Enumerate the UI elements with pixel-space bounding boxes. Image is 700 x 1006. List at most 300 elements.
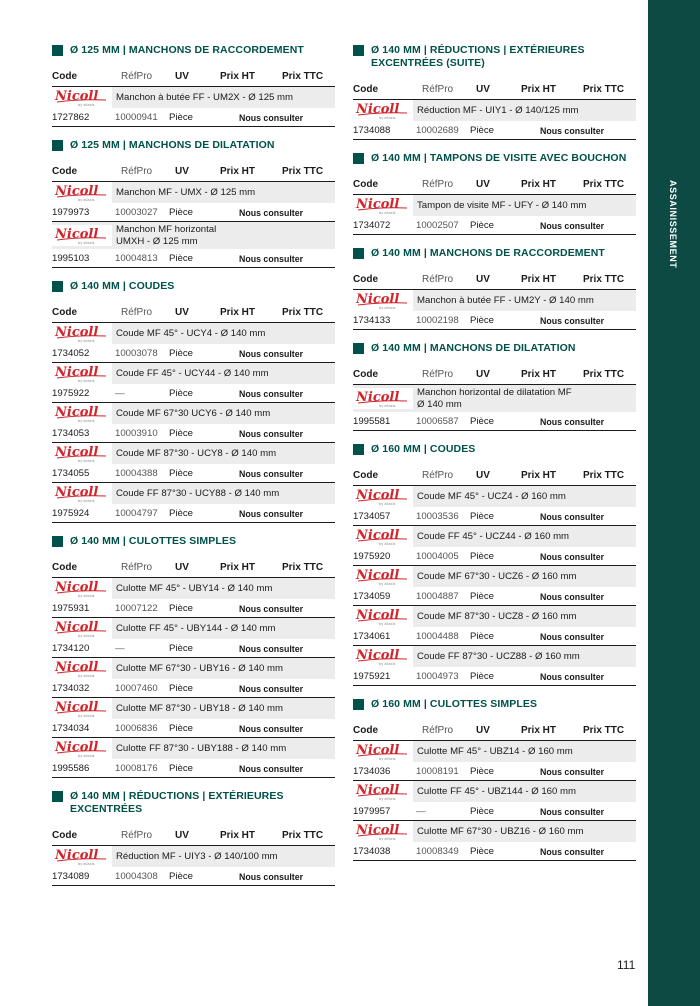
left-column xyxy=(52,44,335,898)
header-price-ht: Prix HT xyxy=(220,830,256,841)
product-ref: 10007460 xyxy=(115,683,158,694)
product-row xyxy=(353,821,636,842)
brand-logo xyxy=(353,606,413,627)
nicoll-logo-icon xyxy=(355,567,409,586)
product-uv: Pièce xyxy=(470,551,494,562)
product-data-row xyxy=(52,424,335,442)
nicoll-logo-subtext: by aliaxis xyxy=(379,622,396,626)
header-uv: UV xyxy=(476,470,490,481)
product-ref: — xyxy=(115,388,125,399)
nicoll-logo-text: Nicoll xyxy=(55,660,99,675)
product-uv: Pièce xyxy=(169,253,193,264)
product-data-row xyxy=(353,412,636,430)
product-price: Nous consulter xyxy=(239,349,304,359)
header-price-ttc: Prix TTC xyxy=(282,562,324,573)
nicoll-logo-icon xyxy=(355,742,409,761)
product-uv: Pièce xyxy=(169,763,193,774)
product-uv: Pièce xyxy=(169,508,193,519)
header-uv: UV xyxy=(175,830,189,841)
nicoll-logo-subtext: by aliaxis xyxy=(379,116,396,120)
section-title: Ø 140 MM | COUDES xyxy=(52,280,335,293)
product-row xyxy=(52,87,335,108)
section xyxy=(52,535,335,778)
product-data-row xyxy=(353,627,636,645)
nicoll-logo-text: Nicoll xyxy=(55,740,99,755)
product-code: 1734072 xyxy=(353,220,391,231)
product-name: Coude MF 67°30 - UCZ6 - Ø 160 mm xyxy=(417,570,577,582)
product-uv: Pièce xyxy=(470,671,494,682)
product-data-row xyxy=(52,639,335,657)
header-code: Code xyxy=(353,725,378,736)
product-code: 1734133 xyxy=(353,315,391,326)
product-row xyxy=(52,323,335,344)
nicoll-logo-text: Nicoll xyxy=(356,292,400,307)
product-row xyxy=(52,403,335,424)
section-title: Ø 140 MM | RÉDUCTIONS | EXTÉRIEURES EXCENTRÉES (SUITE) xyxy=(353,44,636,70)
product-uv: Pièce xyxy=(470,511,494,522)
nicoll-logo-subtext: by aliaxis xyxy=(78,634,95,638)
nicoll-logo-subtext: by aliaxis xyxy=(78,339,95,343)
product-item xyxy=(353,566,636,606)
nicoll-logo-subtext: by aliaxis xyxy=(78,862,95,866)
header-price-ht: Prix HT xyxy=(220,562,256,573)
section-square-icon xyxy=(353,45,364,56)
product-item xyxy=(353,781,636,821)
product-item xyxy=(52,698,335,738)
header-price-ttc: Prix TTC xyxy=(583,179,625,190)
product-name: Culotte FF 45° - UBZ144 - Ø 160 mm xyxy=(417,785,576,797)
product-data-row xyxy=(52,719,335,737)
section xyxy=(353,44,636,140)
nicoll-logo-subtext: by aliaxis xyxy=(78,594,95,598)
table-header xyxy=(353,268,636,290)
product-data-row xyxy=(353,311,636,329)
product-ref: 10000941 xyxy=(115,112,158,123)
product-code: 1979973 xyxy=(52,207,90,218)
nicoll-logo-icon xyxy=(54,88,108,107)
product-data-row xyxy=(353,667,636,685)
header-price-ttc: Prix TTC xyxy=(583,274,625,285)
product-name: Réduction MF - UIY1 - Ø 140/125 mm xyxy=(417,104,579,116)
product-item xyxy=(353,385,636,431)
product-uv: Pièce xyxy=(169,468,193,479)
header-uv: UV xyxy=(175,307,189,318)
nicoll-logo-subtext: by aliaxis xyxy=(78,674,95,678)
product-price: Nous consulter xyxy=(239,509,304,519)
product-ref: 10004797 xyxy=(115,508,158,519)
header-ref: RéfPro xyxy=(121,830,153,841)
header-ref: RéfPro xyxy=(422,369,454,380)
brand-logo xyxy=(52,225,112,246)
product-item xyxy=(353,606,636,646)
section-title: Ø 125 MM | MANCHONS DE DILATATION xyxy=(52,139,335,152)
section-square-icon xyxy=(353,343,364,354)
brand-logo xyxy=(353,290,413,311)
product-code: 1734059 xyxy=(353,591,391,602)
brand-logo xyxy=(353,566,413,587)
product-row xyxy=(52,846,335,867)
header-uv: UV xyxy=(476,274,490,285)
nicoll-logo-icon xyxy=(355,527,409,546)
product-code: 1734120 xyxy=(52,643,90,654)
product-ref: 10004973 xyxy=(416,671,459,682)
product-price: Nous consulter xyxy=(540,221,605,231)
product-code: 1734057 xyxy=(353,511,391,522)
product-code: 1734053 xyxy=(52,428,90,439)
brand-logo xyxy=(52,182,112,203)
product-ref: 10006587 xyxy=(416,416,459,427)
product-item xyxy=(353,821,636,861)
product-row xyxy=(353,290,636,311)
nicoll-logo-text: Nicoll xyxy=(55,848,99,863)
nicoll-logo-text: Nicoll xyxy=(55,184,99,199)
product-row xyxy=(353,486,636,507)
header-uv: UV xyxy=(175,562,189,573)
product-data-row xyxy=(52,867,335,885)
product-price: Nous consulter xyxy=(239,872,304,882)
nicoll-logo-subtext: by aliaxis xyxy=(379,404,396,408)
product-ref: 10006836 xyxy=(115,723,158,734)
product-row xyxy=(353,526,636,547)
product-price: Nous consulter xyxy=(239,254,304,264)
product-name: Coude FF 87°30 - UCY88 - Ø 140 mm xyxy=(116,487,280,499)
table-header xyxy=(353,464,636,486)
product-name: Culotte MF 87°30 - UBY18 - Ø 140 mm xyxy=(116,702,283,714)
header-price-ttc: Prix TTC xyxy=(282,166,324,177)
nicoll-logo-text: Nicoll xyxy=(356,823,400,838)
product-data-row xyxy=(52,203,335,221)
product-uv: Pièce xyxy=(169,388,193,399)
section xyxy=(353,342,636,431)
section xyxy=(353,247,636,330)
nicoll-logo-text: Nicoll xyxy=(356,390,400,405)
nicoll-logo-icon xyxy=(355,822,409,841)
product-name: Manchon MF - UMX - Ø 125 mm xyxy=(116,186,256,198)
header-ref: RéfPro xyxy=(121,307,153,318)
nicoll-logo-text: Nicoll xyxy=(55,325,99,340)
product-price: Nous consulter xyxy=(540,592,605,602)
product-price: Nous consulter xyxy=(540,512,605,522)
nicoll-logo-icon xyxy=(54,739,108,758)
product-data-row xyxy=(353,587,636,605)
product-name: Culotte MF 45° - UBY14 - Ø 140 mm xyxy=(116,582,273,594)
product-name: Coude FF 87°30 - UCZ88 - Ø 160 mm xyxy=(417,650,580,662)
nicoll-logo-icon xyxy=(54,659,108,678)
product-code: 1734088 xyxy=(353,125,391,136)
brand-logo xyxy=(52,846,112,867)
product-row xyxy=(353,741,636,762)
section-title: Ø 140 MM | MANCHONS DE DILATATION xyxy=(353,342,636,355)
table-header xyxy=(353,78,636,100)
product-name: Culotte FF 45° - UBY144 - Ø 140 mm xyxy=(116,622,276,634)
header-code: Code xyxy=(52,166,77,177)
section-square-icon xyxy=(52,536,63,547)
section-square-icon xyxy=(353,248,364,259)
header-ref: RéfPro xyxy=(422,84,454,95)
brand-logo xyxy=(52,698,112,719)
header-price-ttc: Prix TTC xyxy=(583,369,625,380)
nicoll-logo-subtext: by aliaxis xyxy=(379,757,396,761)
product-price: Nous consulter xyxy=(540,807,605,817)
product-price: Nous consulter xyxy=(239,644,304,654)
header-code: Code xyxy=(353,84,378,95)
product-name: Coude MF 45° - UCZ4 - Ø 160 mm xyxy=(417,490,566,502)
header-uv: UV xyxy=(175,166,189,177)
nicoll-logo-icon xyxy=(355,101,409,120)
nicoll-logo-subtext: by aliaxis xyxy=(379,797,396,801)
product-price: Nous consulter xyxy=(540,417,605,427)
nicoll-logo-icon xyxy=(355,607,409,626)
product-row xyxy=(353,646,636,667)
nicoll-logo-text: Nicoll xyxy=(356,743,400,758)
brand-logo xyxy=(52,618,112,639)
product-name: Tampon de visite MF - UFY - Ø 140 mm xyxy=(417,199,587,211)
product-ref: 10003536 xyxy=(416,511,459,522)
header-price-ht: Prix HT xyxy=(521,725,557,736)
product-code: 1995586 xyxy=(52,763,90,774)
nicoll-logo-icon xyxy=(54,619,108,638)
product-data-row xyxy=(52,599,335,617)
nicoll-logo-subtext: by aliaxis xyxy=(78,241,95,245)
product-name: Coude MF 87°30 - UCZ8 - Ø 160 mm xyxy=(417,610,577,622)
product-item xyxy=(353,741,636,781)
product-name: Manchon horizontal de dilatation MF Ø 140 mm xyxy=(417,387,572,410)
header-code: Code xyxy=(52,830,77,841)
product-ref: — xyxy=(115,643,125,654)
header-code: Code xyxy=(353,470,378,481)
product-item xyxy=(52,403,335,443)
nicoll-logo-icon xyxy=(54,364,108,383)
header-price-ht: Prix HT xyxy=(521,274,557,285)
product-ref: 10008349 xyxy=(416,846,459,857)
nicoll-logo-subtext: by aliaxis xyxy=(379,542,396,546)
product-item xyxy=(52,363,335,403)
product-uv: Pièce xyxy=(470,591,494,602)
nicoll-logo-icon xyxy=(54,579,108,598)
header-price-ttc: Prix TTC xyxy=(583,470,625,481)
product-data-row xyxy=(353,507,636,525)
nicoll-logo-icon xyxy=(355,196,409,215)
header-code: Code xyxy=(353,369,378,380)
nicoll-logo-text: Nicoll xyxy=(55,485,99,500)
section-square-icon xyxy=(353,699,364,710)
product-ref: — xyxy=(416,806,426,817)
table-header xyxy=(52,65,335,87)
product-price: Nous consulter xyxy=(540,847,605,857)
brand-logo xyxy=(52,443,112,464)
section-square-icon xyxy=(52,791,63,802)
header-ref: RéfPro xyxy=(422,470,454,481)
header-code: Code xyxy=(52,71,77,82)
brand-logo xyxy=(52,738,112,759)
brand-logo xyxy=(52,363,112,384)
product-row xyxy=(52,363,335,384)
product-row xyxy=(52,182,335,203)
nicoll-logo-text: Nicoll xyxy=(356,488,400,503)
product-price: Nous consulter xyxy=(540,672,605,682)
product-row xyxy=(52,483,335,504)
product-name: Coude FF 45° - UCY44 - Ø 140 mm xyxy=(116,367,269,379)
product-code: 1995581 xyxy=(353,416,391,427)
section xyxy=(353,698,636,861)
header-ref: RéfPro xyxy=(422,274,454,285)
product-price: Nous consulter xyxy=(540,552,605,562)
product-uv: Pièce xyxy=(470,416,494,427)
table-header xyxy=(52,301,335,323)
brand-logo xyxy=(52,578,112,599)
nicoll-logo-icon xyxy=(355,389,409,408)
nicoll-logo-icon xyxy=(355,782,409,801)
product-price: Nous consulter xyxy=(540,316,605,326)
product-price: Nous consulter xyxy=(239,604,304,614)
header-uv: UV xyxy=(476,369,490,380)
nicoll-logo-text: Nicoll xyxy=(55,365,99,380)
product-item xyxy=(52,618,335,658)
nicoll-logo-text: Nicoll xyxy=(55,227,99,242)
product-uv: Pièce xyxy=(470,631,494,642)
product-code: 1734061 xyxy=(353,631,391,642)
product-ref: 10002507 xyxy=(416,220,459,231)
product-item xyxy=(52,738,335,778)
product-uv: Pièce xyxy=(169,207,193,218)
product-row xyxy=(52,222,335,249)
product-name: Coude FF 45° - UCZ44 - Ø 160 mm xyxy=(417,530,570,542)
header-code: Code xyxy=(353,274,378,285)
nicoll-logo-text: Nicoll xyxy=(356,197,400,212)
brand-logo xyxy=(353,741,413,762)
nicoll-logo-subtext: by aliaxis xyxy=(78,459,95,463)
product-price: Nous consulter xyxy=(239,429,304,439)
section-title: Ø 140 MM | CULOTTES SIMPLES xyxy=(52,535,335,548)
right-column xyxy=(353,44,636,873)
header-price-ttc: Prix TTC xyxy=(282,830,324,841)
table-header xyxy=(52,556,335,578)
nicoll-logo-subtext: by aliaxis xyxy=(78,419,95,423)
nicoll-logo-icon xyxy=(54,324,108,343)
brand-logo xyxy=(52,658,112,679)
product-data-row xyxy=(353,121,636,139)
product-data-row xyxy=(52,384,335,402)
section xyxy=(52,790,335,886)
product-uv: Pièce xyxy=(169,683,193,694)
product-item xyxy=(353,290,636,330)
product-ref: 10002198 xyxy=(416,315,459,326)
product-data-row xyxy=(52,759,335,777)
nicoll-logo-icon xyxy=(54,404,108,423)
product-price: Nous consulter xyxy=(540,767,605,777)
nicoll-logo-subtext: by aliaxis xyxy=(78,198,95,202)
header-price-ht: Prix HT xyxy=(521,369,557,380)
nicoll-logo-icon xyxy=(54,484,108,503)
product-item xyxy=(52,222,335,268)
product-code: 1995103 xyxy=(52,253,90,264)
product-item xyxy=(52,323,335,363)
product-uv: Pièce xyxy=(470,806,494,817)
header-uv: UV xyxy=(476,84,490,95)
nicoll-logo-subtext: by aliaxis xyxy=(78,499,95,503)
section-square-icon xyxy=(52,140,63,151)
section xyxy=(353,152,636,235)
nicoll-logo-text: Nicoll xyxy=(55,89,99,104)
product-data-row xyxy=(353,802,636,820)
nicoll-logo-subtext: by aliaxis xyxy=(379,211,396,215)
nicoll-logo-text: Nicoll xyxy=(356,102,400,117)
brand-logo xyxy=(52,87,112,108)
brand-logo xyxy=(353,100,413,121)
product-code: 1734038 xyxy=(353,846,391,857)
header-uv: UV xyxy=(476,179,490,190)
nicoll-logo-subtext: by aliaxis xyxy=(78,103,95,107)
header-code: Code xyxy=(52,562,77,573)
nicoll-logo-icon xyxy=(54,183,108,202)
product-uv: Pièce xyxy=(470,846,494,857)
product-ref: 10004887 xyxy=(416,591,459,602)
nicoll-logo-text: Nicoll xyxy=(356,528,400,543)
product-code: 1975922 xyxy=(52,388,90,399)
product-row xyxy=(52,698,335,719)
product-name: Coude MF 67°30 UCY6 - Ø 140 mm xyxy=(116,407,271,419)
section-title: Ø 140 MM | RÉDUCTIONS | EXTÉRIEURES EXCENTRÉES xyxy=(52,790,335,816)
product-price: Nous consulter xyxy=(239,724,304,734)
product-item xyxy=(52,658,335,698)
brand-logo xyxy=(52,323,112,344)
header-price-ttc: Prix TTC xyxy=(282,307,324,318)
nicoll-logo-subtext: by aliaxis xyxy=(379,837,396,841)
side-bar xyxy=(648,0,700,1006)
product-row xyxy=(52,618,335,639)
product-uv: Pièce xyxy=(169,348,193,359)
product-row xyxy=(52,578,335,599)
product-code: 1727862 xyxy=(52,112,90,123)
section xyxy=(52,44,335,127)
brand-logo xyxy=(353,195,413,216)
product-data-row xyxy=(52,464,335,482)
section-title: Ø 140 MM | TAMPONS DE VISITE AVEC BOUCHON xyxy=(353,152,636,165)
page-number: 111 xyxy=(617,958,636,972)
brand-logo xyxy=(353,526,413,547)
header-ref: RéfPro xyxy=(121,166,153,177)
table-header xyxy=(353,363,636,385)
product-ref: 10004005 xyxy=(416,551,459,562)
product-uv: Pièce xyxy=(169,871,193,882)
nicoll-logo-subtext: by aliaxis xyxy=(379,582,396,586)
header-price-ht: Prix HT xyxy=(521,470,557,481)
header-price-ht: Prix HT xyxy=(521,179,557,190)
product-code: 1734034 xyxy=(52,723,90,734)
product-row xyxy=(353,195,636,216)
brand-logo xyxy=(353,646,413,667)
nicoll-logo-subtext: by aliaxis xyxy=(78,714,95,718)
section-title: Ø 160 MM | CULOTTES SIMPLES xyxy=(353,698,636,711)
nicoll-logo-text: Nicoll xyxy=(356,783,400,798)
brand-logo xyxy=(52,483,112,504)
product-price: Nous consulter xyxy=(540,126,605,136)
product-row xyxy=(353,606,636,627)
product-item xyxy=(52,182,335,222)
product-uv: Pièce xyxy=(470,220,494,231)
product-price: Nous consulter xyxy=(239,684,304,694)
product-item xyxy=(353,646,636,686)
nicoll-logo-icon xyxy=(54,699,108,718)
nicoll-logo-icon xyxy=(54,847,108,866)
header-price-ttc: Prix TTC xyxy=(583,84,625,95)
brand-logo xyxy=(353,821,413,842)
section-title: Ø 140 MM | MANCHONS DE RACCORDEMENT xyxy=(353,247,636,260)
nicoll-logo-text: Nicoll xyxy=(55,580,99,595)
nicoll-logo-text: Nicoll xyxy=(55,700,99,715)
side-category-label: ASSAINISSEMENT xyxy=(668,180,678,269)
nicoll-logo-icon xyxy=(54,444,108,463)
